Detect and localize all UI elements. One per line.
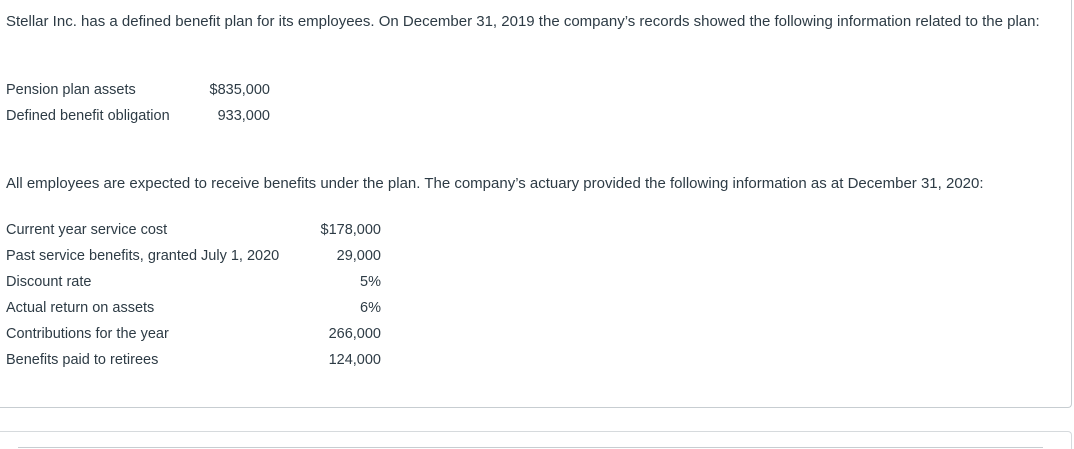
- actuary-paragraph: All employees are expected to receive benefits under the plan. The company’s actuary provided the following information as at December 31, 2020:: [6, 175, 984, 192]
- row-label: Current year service cost: [6, 222, 168, 238]
- divider: [18, 447, 1043, 448]
- row-value: $835,000: [209, 82, 270, 98]
- row-label: Actual return on assets: [6, 300, 155, 316]
- table-row: [6, 77, 270, 103]
- row-label: Contributions for the year: [6, 326, 169, 342]
- table-row: [6, 347, 381, 373]
- table-row: [6, 295, 381, 321]
- actuary-info-table: [6, 217, 381, 373]
- table-row: [6, 243, 381, 269]
- row-value: 124,000: [328, 352, 381, 368]
- question-intro: Stellar Inc. has a defined benefit plan for its employees. On December 31, 2019 the company’s records showed the following information related to the plan:: [6, 13, 1040, 30]
- table-row: [6, 103, 270, 129]
- row-value: 29,000: [336, 248, 381, 264]
- next-question-card: [0, 431, 1072, 449]
- table-row: [6, 217, 381, 243]
- row-value: 933,000: [217, 108, 270, 124]
- row-value: 5%: [360, 274, 381, 290]
- table-row: [6, 269, 381, 295]
- table-row: [6, 321, 381, 347]
- row-label: Discount rate: [6, 274, 92, 290]
- plan-balances-table: [6, 77, 270, 129]
- row-label: Past service benefits, granted July 1, 2020: [6, 248, 280, 264]
- row-label: Pension plan assets: [6, 82, 136, 98]
- row-label: Benefits paid to retirees: [6, 352, 159, 368]
- row-value: 6%: [360, 300, 381, 316]
- row-label: Defined benefit obligation: [6, 108, 170, 124]
- row-value: $178,000: [320, 222, 381, 238]
- row-value: 266,000: [328, 326, 381, 342]
